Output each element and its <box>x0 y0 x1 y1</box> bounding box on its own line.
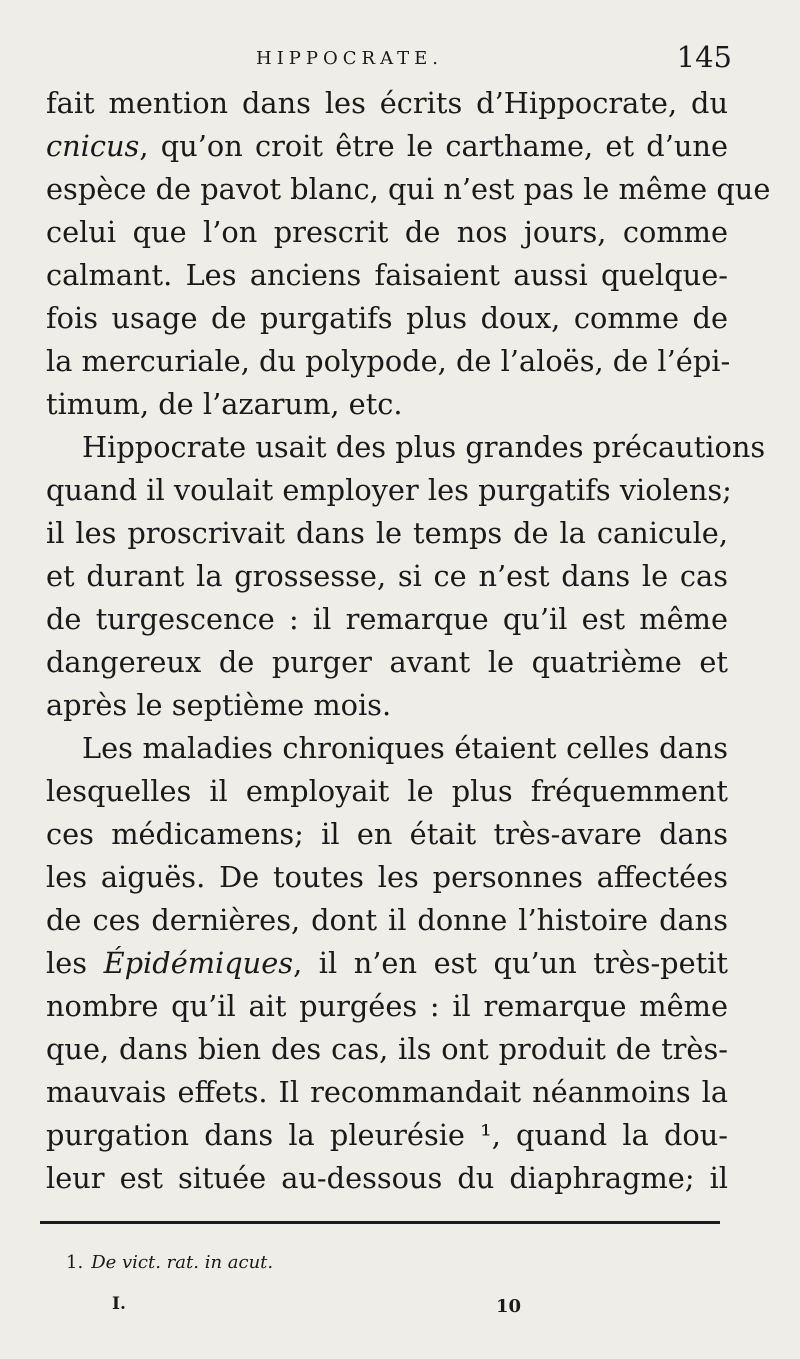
signature-volume: I. <box>112 1294 126 1314</box>
text-line: que, dans bien des cas, ils ont produit de très- <box>46 1032 728 1066</box>
text-line: il les proscrivait dans le temps de la canicule, <box>46 516 728 550</box>
text-line: cnicus, qu’on croit être le carthame, et d’une <box>46 129 728 163</box>
text-line: de ces dernières, dont il donne l’histoire dans <box>46 903 728 937</box>
text-line: la mercuriale, du polypode, de l’aloës, de l’épi- <box>46 344 731 378</box>
text-line: calmant. Les anciens faisaient aussi quelque- <box>46 258 728 292</box>
footnote <box>66 1252 273 1273</box>
emphasis-epidemiques: Épidémiques <box>103 946 294 980</box>
text-line: Les maladies chroniques étaient celles dans <box>82 731 728 765</box>
text-line: purgation dans la pleurésie ¹, quand la dou- <box>46 1118 728 1152</box>
emphasis-cnicus: cnicus <box>46 129 140 163</box>
text-line: quand il voulait employer les purgatifs violens; <box>46 473 732 507</box>
footnote-rule <box>40 1221 720 1224</box>
body-text <box>46 82 771 1200</box>
page-header <box>256 40 732 80</box>
text-line: espèce de pavot blanc, qui n’est pas le même que <box>46 172 771 206</box>
text-line: Hippocrate usait des plus grandes précautions <box>82 430 766 464</box>
text-line: celui que l’on prescrit de nos jours, comme <box>46 215 728 249</box>
text-line: de turgescence : il remarque qu’il est même <box>46 602 728 636</box>
text-line: et durant la grossesse, si ce n’est dans le cas <box>46 559 728 593</box>
text-line: fois usage de purgatifs plus doux, comme de <box>46 301 728 335</box>
text-line: leur est située au-dessous du diaphragme; il <box>46 1161 728 1195</box>
text-line: nombre qu’il ait purgées : il remarque même <box>46 989 728 1023</box>
text-line: les Épidémiques, il n’en est qu’un très-petit <box>46 946 729 980</box>
footnote-marker: 1. <box>66 1252 84 1273</box>
running-head: HIPPOCRATE. <box>256 48 443 69</box>
text-line: mauvais effets. Il recommandait néanmoins la <box>46 1075 728 1109</box>
signature-sheet: 10 <box>496 1296 522 1317</box>
text-line: après le septième mois. <box>46 688 392 722</box>
footnote-text: De vict. rat. in acut. <box>91 1252 274 1273</box>
text-line: dangereux de purger avant le quatrième et <box>46 645 728 679</box>
text-line: ces médicamens; il en était très-avare dans <box>46 817 728 851</box>
text-line: fait mention dans les écrits d’Hippocrate, du <box>46 86 728 120</box>
text-line: lesquelles il employait le plus fréquemment <box>46 774 728 808</box>
text-line: timum, de l’azarum, etc. <box>46 387 403 421</box>
text-line: les aiguës. De toutes les personnes affectées <box>46 860 728 894</box>
page-number: 145 <box>676 40 732 74</box>
